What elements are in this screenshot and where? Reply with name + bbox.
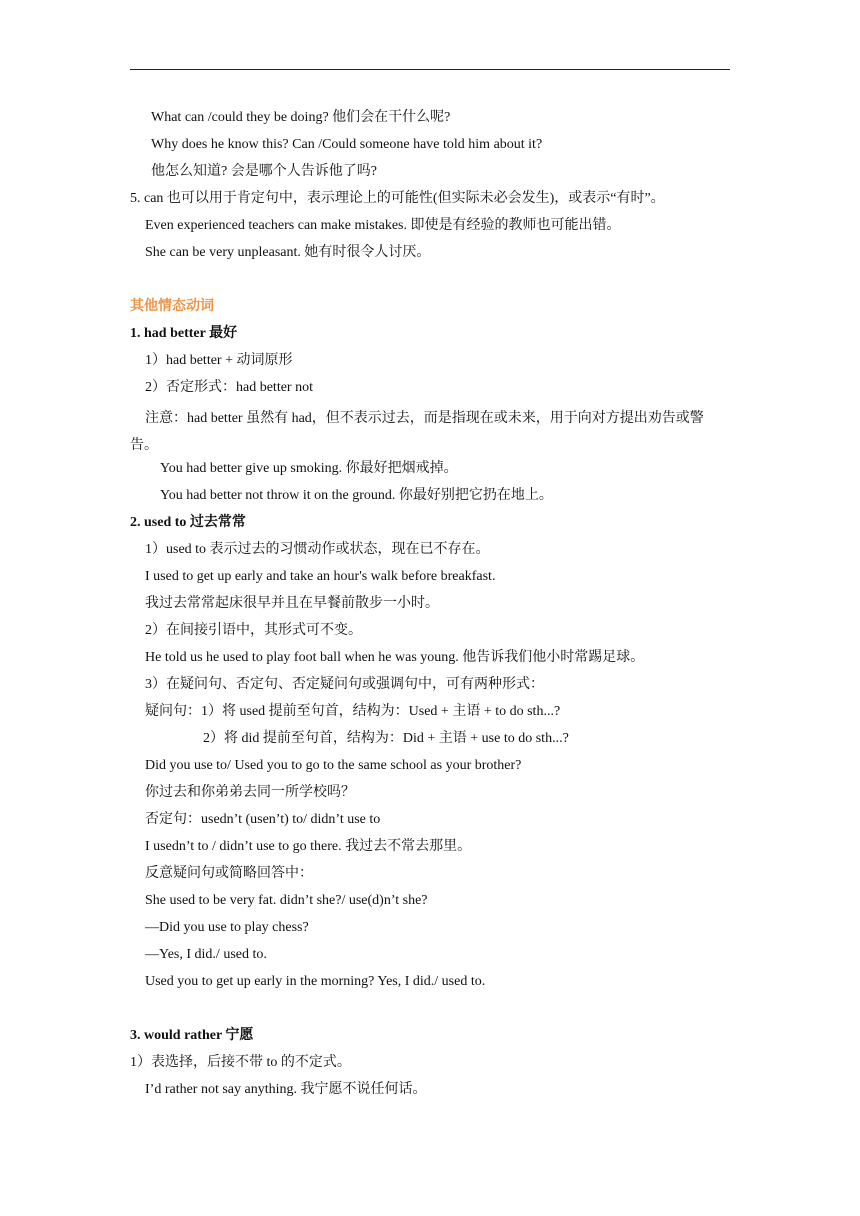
text-line: Did you use to/ Used you to go to the same school as your brother? bbox=[145, 758, 522, 773]
text-line: 2）将 did 提前至句首，结构为：Did + 主语 + use to do sth...? bbox=[203, 731, 569, 746]
text-line: 你过去和你弟弟去同一所学校吗？ bbox=[145, 785, 355, 800]
text-line: 3）在疑问句、否定句、否定疑问句或强调句中，可有两种形式： bbox=[145, 677, 544, 692]
subsection-heading: 3. would rather 宁愿 bbox=[130, 1028, 254, 1043]
text-line: What can /could they be doing? 他们会在干什么呢? bbox=[151, 110, 451, 125]
text-line: I usedn’t to / didn’t use to go there. 我过去不常去那里。 bbox=[145, 839, 472, 854]
text-line: 我过去常常起床很早并且在早餐前散步一小时。 bbox=[145, 596, 439, 611]
note-paragraph: 注意：had better 虽然有 had，但不表示过去，而是指现在或未来，用于向对方提出劝告或警告。 bbox=[130, 411, 704, 453]
text-line: 2）在间接引语中，其形式可不变。 bbox=[145, 623, 362, 638]
section-heading: 其他情态动词 bbox=[130, 299, 214, 314]
text-line: 1）had better + 动词原形 bbox=[145, 353, 293, 368]
header-rule bbox=[130, 69, 730, 70]
subsection-heading: 1. had better 最好 bbox=[130, 326, 238, 341]
subsection-heading: 2. used to 过去常常 bbox=[130, 515, 246, 530]
text-line: 疑问句：1）将 used 提前至句首，结构为：Used + 主语 + to do sth...? bbox=[145, 704, 561, 719]
text-line: I’d rather not say anything. 我宁愿不说任何话。 bbox=[145, 1082, 427, 1097]
text-line: —Yes, I did./ used to. bbox=[145, 947, 267, 962]
text-line: He told us he used to play foot ball when he was young. 他告诉我们他小时常踢足球。 bbox=[145, 650, 645, 665]
text-line: Even experienced teachers can make mistakes. 即使是有经验的教师也可能出错。 bbox=[145, 218, 621, 233]
text-line: She used to be very fat. didn’t she?/ use(d)n’t she? bbox=[145, 893, 428, 908]
text-line: I used to get up early and take an hour's walk before breakfast. bbox=[145, 569, 496, 584]
example-line: You had better not throw it on the ground. 你最好别把它扔在地上。 bbox=[160, 488, 553, 503]
text-line: Why does he know this? Can /Could someone have told him about it? bbox=[151, 137, 543, 152]
text-line: 5. can 也可以用于肯定句中，表示理论上的可能性(但实际未必会发生)，或表示“有时”。 bbox=[130, 191, 665, 206]
text-line: She can be very unpleasant. 她有时很令人讨厌。 bbox=[145, 245, 431, 260]
text-line: Used you to get up early in the morning? Yes, I did./ used to. bbox=[145, 974, 486, 989]
text-line: 1）used to 表示过去的习惯动作或状态，现在已不存在。 bbox=[145, 542, 490, 557]
text-line: 2）否定形式：had better not bbox=[145, 380, 313, 395]
text-line: —Did you use to play chess? bbox=[145, 920, 309, 935]
text-line: 他怎么知道? 会是哪个人告诉他了吗? bbox=[151, 164, 377, 179]
text-line: 1）表选择，后接不带 to 的不定式。 bbox=[130, 1055, 351, 1070]
text-line: 反意疑问句或简略回答中： bbox=[145, 866, 313, 881]
example-line: You had better give up smoking. 你最好把烟戒掉。 bbox=[160, 461, 458, 476]
text-line: 否定句：usedn’t (usen’t) to/ didn’t use to bbox=[145, 812, 381, 827]
